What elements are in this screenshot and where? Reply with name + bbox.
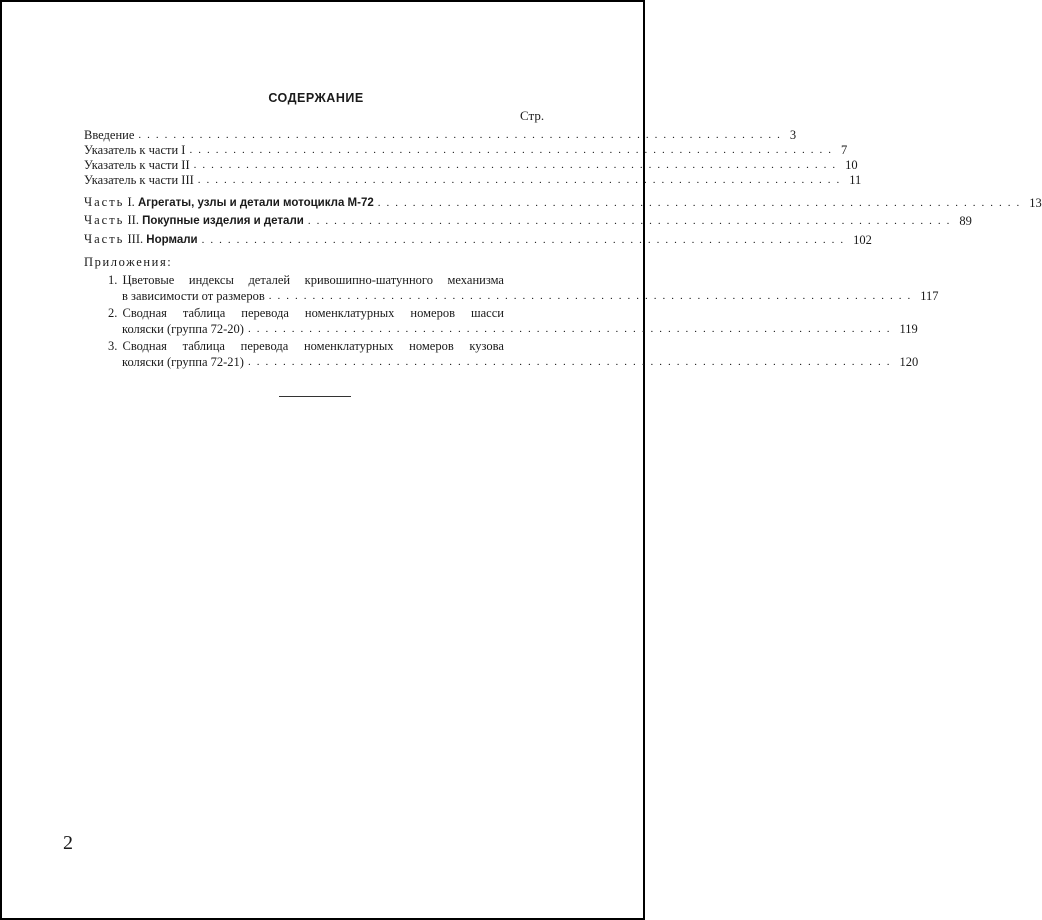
toc-entry-label: Указатель к части II xyxy=(84,158,190,172)
part-numeral: III. xyxy=(127,232,144,246)
appendix-page: 117 xyxy=(920,289,939,303)
part-numeral: I. xyxy=(127,195,135,209)
part-word: Часть xyxy=(84,195,125,209)
toc-entry-part-3[interactable] xyxy=(84,231,872,247)
toc-entry-page: 11 xyxy=(849,173,862,187)
leader-dots: .......................................................................... xyxy=(189,144,837,156)
leader-dots: .......................................................................... xyxy=(247,323,896,335)
leader-dots: .......................................................................... xyxy=(193,159,842,171)
appendix-page: 119 xyxy=(899,322,918,336)
page-title: СОДЕРЖАНИЕ xyxy=(268,91,364,105)
appendix-line-2: в зависимости от размеров .......................................................................... 117 xyxy=(122,289,939,303)
leader-dots: .......................................................................... xyxy=(268,290,917,302)
toc-entry-label: Введение xyxy=(84,128,135,142)
toc-entry-label: Указатель к части I xyxy=(84,143,186,157)
part-word: Часть xyxy=(84,213,125,227)
toc-entry-introduction[interactable] xyxy=(84,126,797,142)
toc-entry-label: Указатель к части III xyxy=(84,173,194,187)
appendix-item-3[interactable] xyxy=(108,338,919,370)
end-divider xyxy=(279,396,351,397)
part-numeral: II. xyxy=(127,213,139,227)
part-title: Покупные изделия и детали xyxy=(142,215,304,227)
toc-entry-part-1[interactable] xyxy=(84,194,1042,210)
appendix-item-2[interactable] xyxy=(108,305,918,337)
leader-dots: .......................................................................... xyxy=(138,129,786,141)
toc-entry-page: 89 xyxy=(959,214,972,228)
appendix-line-2: коляски (группа 72-21) .......................................................................... 120 xyxy=(122,355,919,369)
leader-dots: .......................................................................... xyxy=(307,215,956,227)
part-title: Нормали xyxy=(146,234,198,246)
page-number: 2 xyxy=(63,832,73,854)
toc-entry-index-part-1[interactable] xyxy=(84,141,848,157)
leader-dots: .......................................................................... xyxy=(247,356,896,368)
toc-entry-page: 7 xyxy=(840,143,848,157)
page-column-label: Стр. xyxy=(520,108,545,123)
part-title: Агрегаты, узлы и детали мотоцикла М-72 xyxy=(137,197,374,209)
leader-dots: .......................................................................... xyxy=(377,197,1026,209)
toc-entry-page: 102 xyxy=(853,233,872,247)
appendix-line-1: 1. Цветовые индексы деталей кривошипно-шатунного механизма xyxy=(108,273,504,287)
toc-entry-page: 3 xyxy=(789,128,797,142)
appendix-heading: Приложения: xyxy=(84,255,173,269)
leader-dots: .......................................................................... xyxy=(197,174,846,186)
toc-entry-part-2[interactable] xyxy=(84,212,972,228)
appendix-item-1[interactable] xyxy=(108,272,939,304)
toc-entry-page: 13 xyxy=(1029,196,1042,210)
appendix-line-1: 2. Сводная таблица перевода номенклатурных номеров шасси xyxy=(108,306,504,320)
leader-dots: .......................................................................... xyxy=(201,234,850,246)
toc-entry-index-part-3[interactable] xyxy=(84,171,862,187)
appendix-line-2: коляски (группа 72-20) .......................................................................... 119 xyxy=(122,322,918,336)
toc-entry-index-part-2[interactable] xyxy=(84,156,858,172)
toc-entry-page: 10 xyxy=(845,158,858,172)
appendix-line-1: 3. Сводная таблица перевода номенклатурных номеров кузова xyxy=(108,339,504,353)
appendix-page: 120 xyxy=(899,355,919,369)
part-word: Часть xyxy=(84,232,125,246)
